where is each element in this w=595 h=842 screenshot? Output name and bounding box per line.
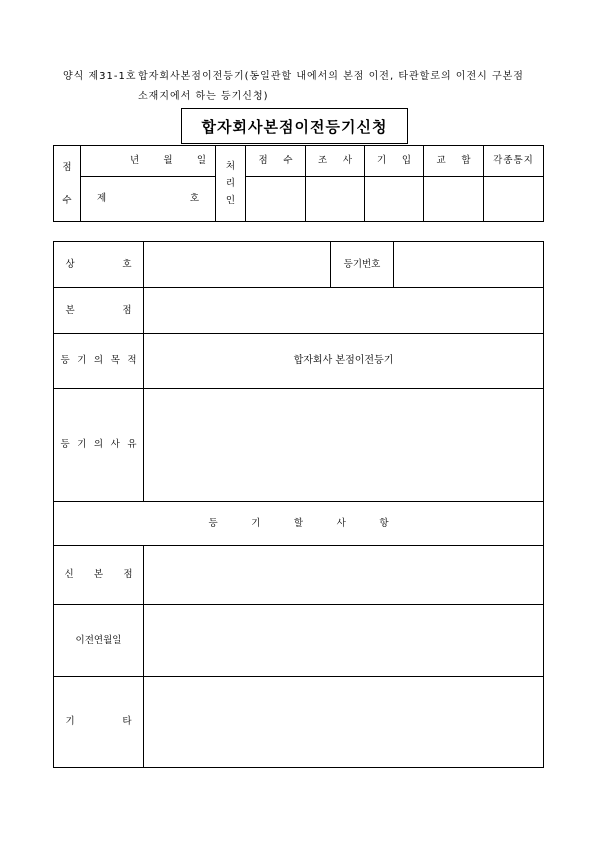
processor-label-char-1: 처 [225, 161, 236, 172]
column-header-label: 각종통지 [493, 155, 534, 166]
column-header-receipt [245, 145, 306, 177]
form-description-line2: 소재지에서 하는 등기신청) [138, 91, 269, 102]
relocation-date-label-cell [53, 604, 144, 677]
receipt-label-cell [53, 145, 81, 222]
processor-label-char-2: 리 [225, 178, 236, 189]
receipt-date-label: 년 월 일 [130, 155, 206, 166]
column-header-label: 조 사 [318, 155, 352, 166]
registration-number-label-cell [330, 241, 394, 288]
document-title: 합자회사본점이전등기신청 [201, 117, 388, 136]
other-value-cell [143, 676, 544, 768]
receipt-label-char-2: 수 [62, 195, 72, 206]
receipt-date-cell [80, 145, 216, 177]
trade-name-value-cell [143, 241, 331, 288]
processor-label-cell [215, 145, 246, 222]
column-header-label: 교 합 [436, 155, 471, 166]
registration-number-value-cell [393, 241, 544, 288]
matters-heading: 등 기 할 사 항 [208, 517, 389, 529]
column-body-review [305, 176, 365, 222]
new-head-office-label-cell [53, 545, 144, 605]
head-office-label: 본 점 [65, 304, 132, 316]
form-number: 양식 제31-1호 [63, 71, 137, 82]
trade-name-label: 상 호 [65, 258, 132, 270]
reason-label: 등 기 의 사 유 [60, 439, 137, 450]
column-body-check [423, 176, 484, 222]
relocation-date-label: 이전연월일 [75, 634, 122, 646]
purpose-label-cell [53, 333, 144, 389]
processor-label-char-3: 인 [225, 195, 236, 206]
receipt-number-label: 제 호 [97, 193, 199, 204]
column-header-notices [483, 145, 544, 177]
purpose-label: 등 기 의 목 적 [60, 355, 137, 366]
head-office-label-cell [53, 287, 144, 334]
trade-name-label-cell [53, 241, 144, 288]
new-head-office-value-cell [143, 545, 544, 605]
registration-number-label: 등기번호 [343, 258, 381, 270]
new-head-office-label: 신 본 점 [64, 569, 133, 580]
column-header-review [305, 145, 365, 177]
relocation-date-value-cell [143, 604, 544, 677]
processor-label [226, 158, 235, 209]
column-header-check [423, 145, 484, 177]
column-header-label: 점 수 [258, 155, 293, 166]
receipt-number-cell [80, 176, 216, 222]
column-header-label: 기 입 [377, 155, 411, 166]
head-office-value-cell [143, 287, 544, 334]
column-body-entry [364, 176, 424, 222]
reason-label-cell [53, 388, 144, 502]
column-header-entry [364, 145, 424, 177]
form-description-line1: 합자회사본점이전등기(동일관할 내에서의 본점 이전, 타관할로의 이전시 구본점 [138, 71, 524, 82]
document-title-box [181, 108, 408, 144]
column-body-notices [483, 176, 544, 222]
column-body-receipt [245, 176, 306, 222]
matters-heading-cell [53, 501, 544, 546]
reason-value-cell [143, 388, 544, 502]
purpose-value-cell [143, 333, 544, 389]
receipt-label-char-1: 점 [62, 162, 72, 173]
other-label: 기 타 [65, 716, 132, 727]
purpose-value: 합자회사 본점이전등기 [293, 355, 394, 366]
other-label-cell [53, 676, 144, 768]
